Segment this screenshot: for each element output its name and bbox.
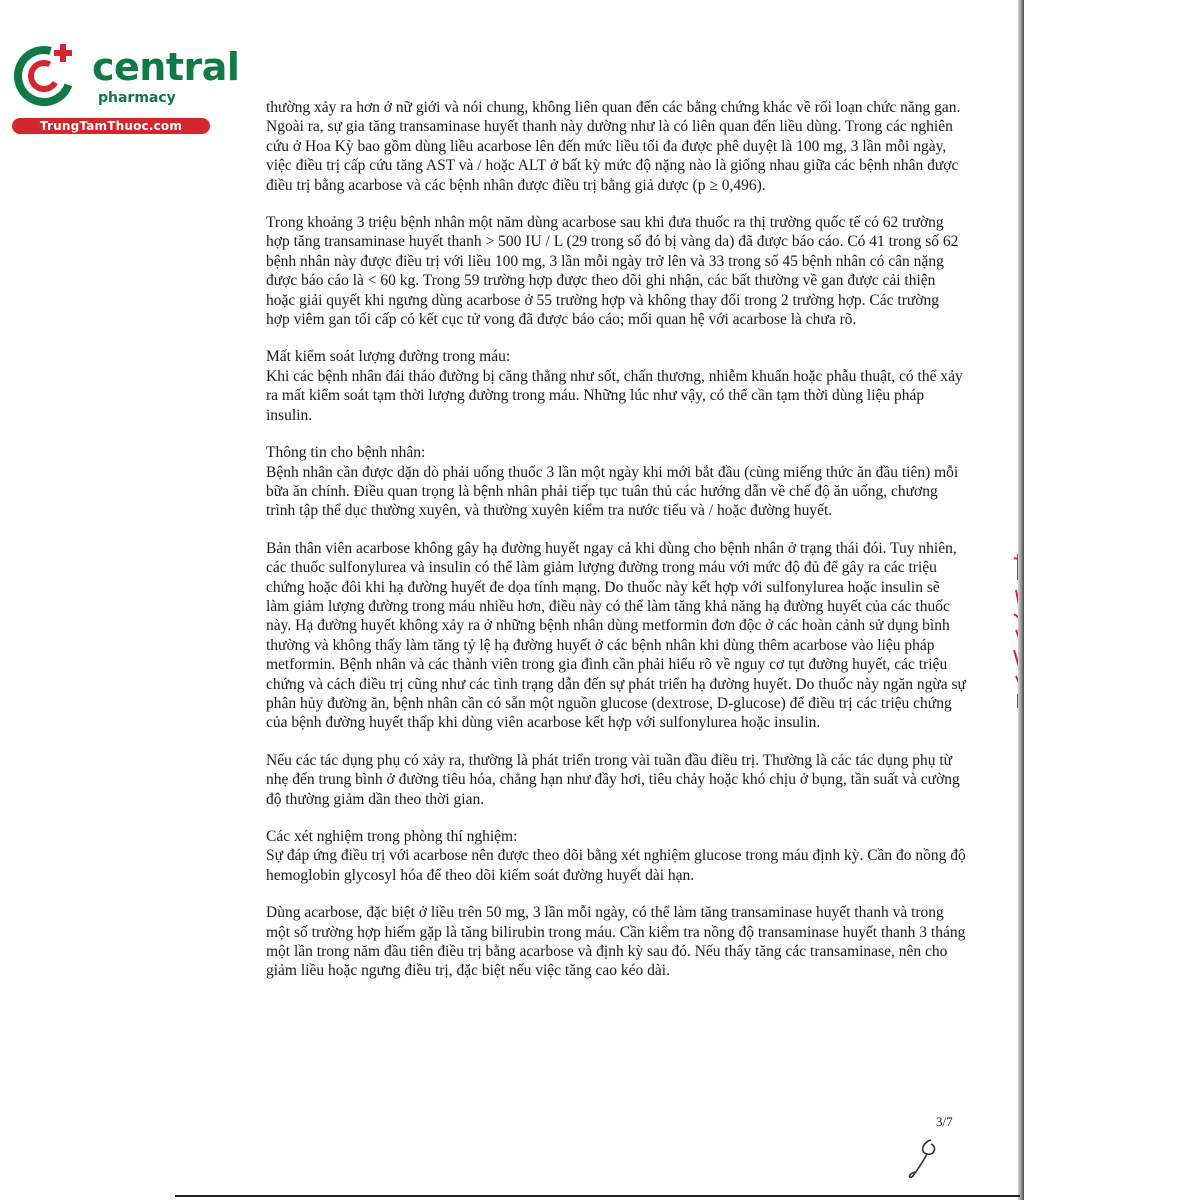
paragraph-text: Sự đáp ứng điều trị với acarbose nên được theo dõi bằng xét nghiệm glucose trong máu định kỳ. Cần đo nồng độ hemoglobin glycosyl hóa để theo dõi kiểm soát đường huyết dài hạn. [266,847,966,884]
paragraph-text: thường xảy ra hơn ở nữ giới và nói chung, không liên quan đến các bằng chứng khác về rối loạn chức năng gan. Ngoài ra, sự gia tăng transaminase huyết thanh này dường như là có liên quan đến liều dùng. Trong các nghiên cứu ở Hoa Kỳ bao gồm dùng liều acarbose lên đến mức liều tối đa được phê duyệt là 100 mg, 3 lần mỗi ngày, việc điều trị cấp cứu tăng AST và / hoặc ALT ở bất kỳ mức độ nặng nào là giống nhau giữa các bệnh nhân được điều trị bằng acarbose và các bệnh nhân được điều trị bằng giả dược (p ≥ 0,496). [266,99,961,194]
paragraph-6 [266,751,966,809]
page-margin-outside [1024,0,1200,1200]
paragraph-3 [266,347,966,425]
paragraph-8 [266,903,966,981]
section-heading-patient-info: Thông tin cho bệnh nhân: [266,444,426,462]
pharmacy-cross-logo-icon [10,38,82,110]
central-pharmacy-logo[interactable] [10,38,240,138]
page-number: 3/7 [936,1114,953,1129]
paragraph-text: Bệnh nhân cần được dặn dò phải uống thuốc 3 lần một ngày khi mới bắt đầu (cùng miếng thức ăn đầu tiên) mỗi bữa ăn chính. Điều quan trọng là bệnh nhân phải tiếp tục tuân thủ các hướng dẫn về chế độ ăn uống, chương trình tập thể dục thường xuyên, và thường xuyên kiểm tra nước tiểu và / hoặc đường huyết. [266,463,959,520]
logo-subtitle: pharmacy [98,90,176,106]
logo-site-banner: TrungTamThuoc.com [12,118,210,134]
paragraph-text: Bản thân viên acarbose không gây hạ đường huyết ngay cả khi dùng cho bệnh nhân ở trạng thái đói. Tuy nhiên, các thuốc sulfonylurea và insulin có thể làm giảm lượng đường trong máu với mức độ đủ để gây ra các triệu chứng hoặc đôi khi hạ đường huyết đe dọa tính mạng. Do thuốc này kết hợp với sulfonylurea hoặc insulin sẽ làm giảm lượng đường trong máu nhiều hơn, điều này có thể làm tăng khả năng hạ đường huyết của các thuốc này. Hạ đường huyết không xảy ra ở những bệnh nhân dùng metformin đơn độc ở các hoàn cảnh sử dụng bình thường và không thấy làm tăng tỷ lệ hạ đường huyết ở các bệnh nhân khi dùng thêm acarbose vào liệu pháp metformin. Bệnh nhân và các thành viên trong gia đình cần phải hiểu rõ về nguy cơ tụt đường huyết, các triệu chứng và cách điều trị cũng như các tình trạng dẫn đến sự phát triển hạ đường huyết. Do thuốc này ngăn ngừa sự phân hủy đường ăn, bệnh nhân cần có sẵn một nguồn glucose (dextrose, D-glucose) để điều trị các triệu chứng của bệnh đường huyết thấp khi dùng viên acarbose kết hợp với sulfonylurea hoặc insulin. [266,539,966,732]
page-bottom-edge [175,1195,1020,1197]
paragraph-5 [266,539,966,733]
paragraph-text: Nếu các tác dụng phụ có xảy ra, thường là phát triển trong vài tuần đầu điều trị. Thường là các tác dụng phụ từ nhẹ đến trung bình ở đường tiêu hóa, chẳng hạn như đầy hơi, tiêu chảy hoặc khó chịu ở bụng, tần suất và cường độ thường giảm dần theo thời gian. [266,751,960,808]
handwritten-signature-icon [905,1136,945,1180]
logo-name: central [92,45,240,89]
paragraph-text: Khi các bệnh nhân đái tháo đường bị căng thẳng như sốt, chấn thương, nhiễm khuẩn hoặc phẫu thuật, có thể xảy ra mất kiểm soát tạm thời lượng đường trong máu. Những lúc như vậy, có thể cần tạm thời dùng liệu pháp insulin. [266,367,963,424]
section-heading-lab-tests: Các xét nghiệm trong phòng thí nghiệm: [266,828,518,845]
document-body [266,98,966,999]
paragraph-7 [266,827,966,885]
paragraph-2 [266,213,966,329]
section-heading-blood-sugar-control: Mất kiểm soát lượng đường trong máu: [266,348,511,366]
paragraph-text: Trong khoảng 3 triệu bệnh nhân một năm dùng acarbose sau khi đưa thuốc ra thị trường quốc tế có 62 trường hợp tăng transaminase huyết thanh > 500 IU / L (29 trong số đó bị vàng da) đã được báo cáo. Có 41 trong số 62 bệnh nhân này được điều trị với liều 100 mg, 3 lần mỗi ngày trở lên và 33 trong số 45 bệnh nhân có cân nặng được báo cáo là < 60 kg. Trong 59 trường hợp được theo dõi ghi nhận, các bất thường về gan được cải thiện hoặc giải quyết khi ngưng dùng acarbose ở 55 trường hợp và không thay đổi trong 2 trường hợp. Các trường hợp viêm gan tối cấp có kết cục tử vong đã được báo cáo; mối quan hệ với acarbose là chưa rõ. [266,214,959,329]
paragraph-text: Dùng acarbose, đặc biệt ở liều trên 50 mg, 3 lần mỗi ngày, có thể làm tăng transaminase huyết thanh và trong một số trường hợp hiếm gặp là tăng bilirubin trong máu. Cần kiểm tra nồng độ transaminase huyết thanh 3 tháng một lần trong năm đầu tiên điều trị bằng acarbose và định kỳ sau đó. Nếu thấy tăng các transaminase, nên cho giảm liều hoặc ngưng điều trị, đặc biệt nếu việc tăng cao kéo dài. [266,904,966,980]
paragraph-4 [266,443,966,521]
paragraph-1 [266,98,966,195]
